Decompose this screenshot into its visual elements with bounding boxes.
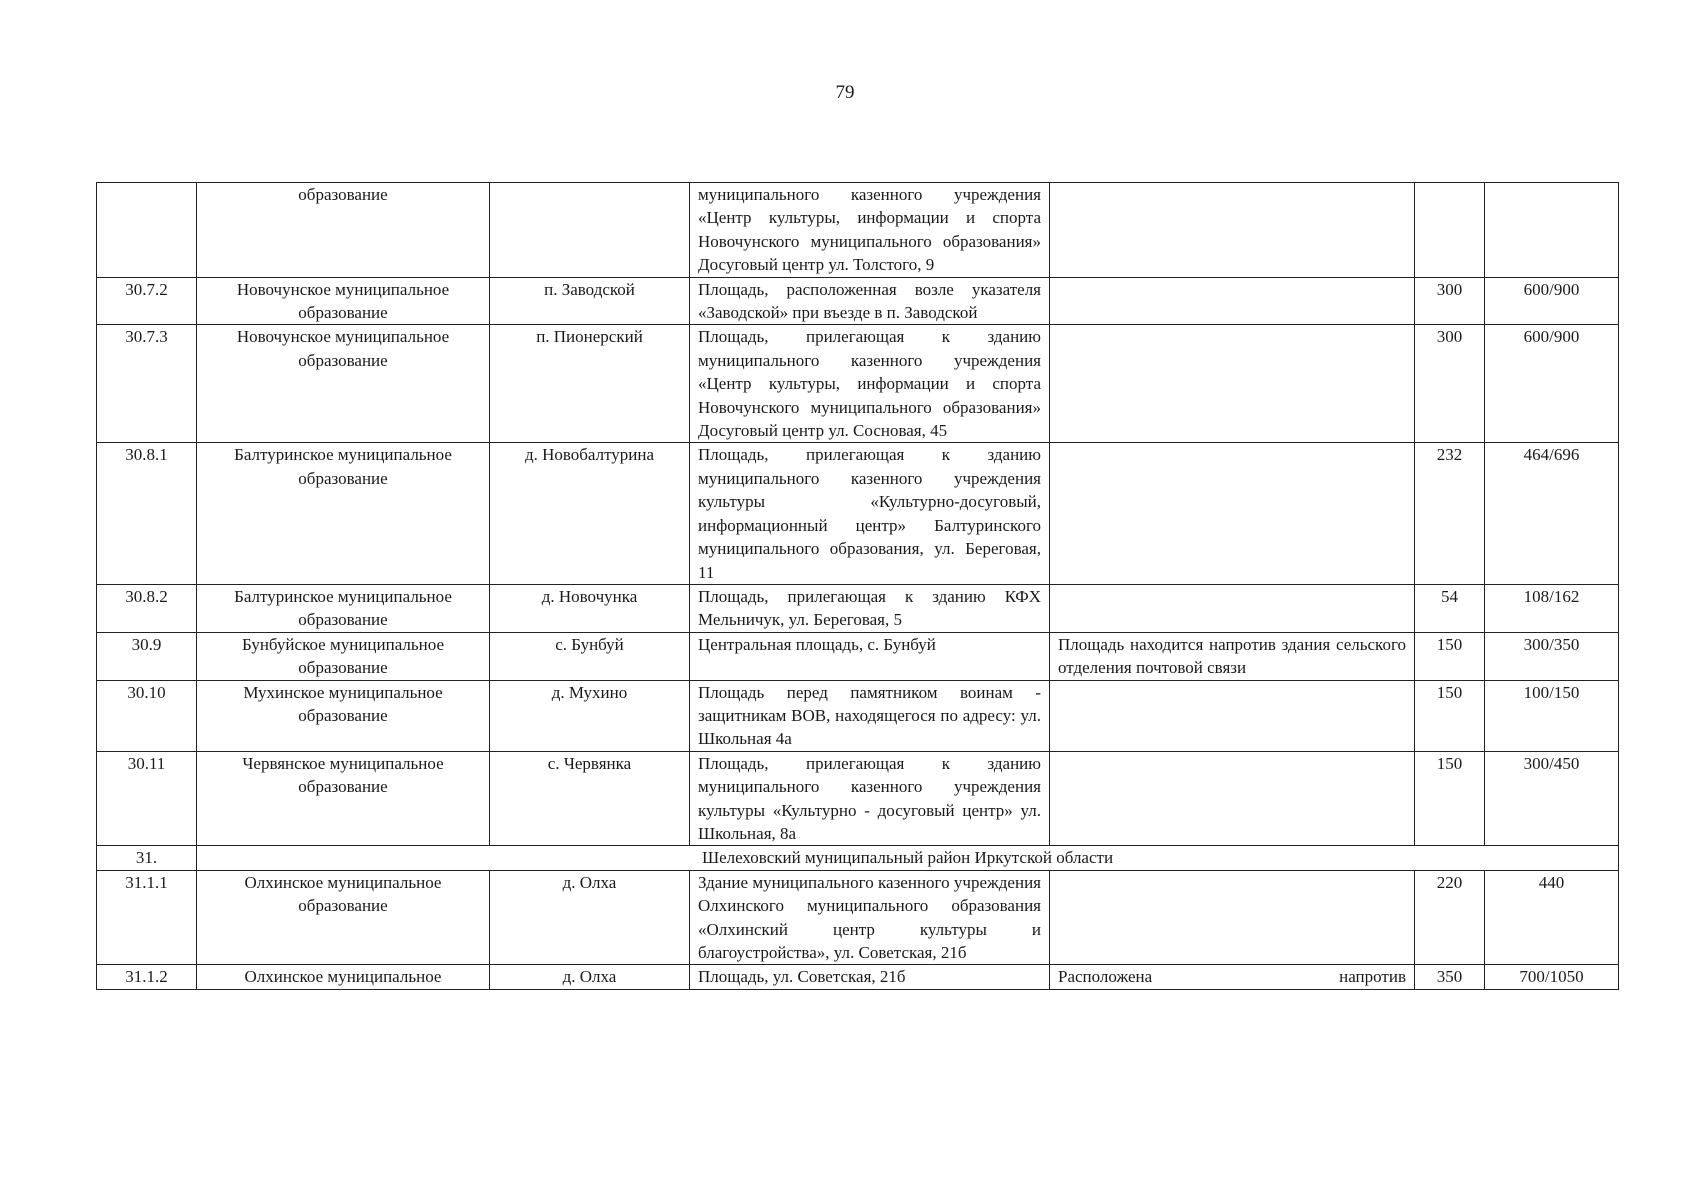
area-cell: 232	[1415, 443, 1485, 584]
area-cell: 150	[1415, 632, 1485, 680]
table-row	[97, 965, 1619, 989]
place-cell: Площадь перед памятником воинам - защитникам ВОВ, находящегося по адресу: ул. Школьная 4а	[690, 680, 1050, 751]
table-row	[97, 443, 1619, 584]
municipality-cell: образование	[197, 183, 490, 278]
locality-cell	[490, 183, 690, 278]
venues-table	[96, 182, 1619, 990]
capacity-cell: 700/1050	[1485, 965, 1619, 989]
place-cell: Здание муниципального казенного учреждения Олхинского муниципального образования «Олхинский центр культуры и благоустройства», ул. Советская, 21б	[690, 870, 1050, 965]
area-cell: 150	[1415, 680, 1485, 751]
place-cell: Площадь, ул. Советская, 21б	[690, 965, 1050, 989]
area-cell: 54	[1415, 584, 1485, 632]
capacity-cell: 600/900	[1485, 277, 1619, 325]
capacity-cell: 108/162	[1485, 584, 1619, 632]
row-number: 30.8.2	[97, 584, 197, 632]
row-number: 30.9	[97, 632, 197, 680]
row-number	[97, 183, 197, 278]
row-number: 31.1.2	[97, 965, 197, 989]
note-cell: Расположена напротив	[1050, 965, 1415, 989]
place-cell: Площадь, прилегающая к зданию муниципального казенного учреждения культуры «Культурно-досуговый, информационный центр» Балтуринского муниципального образования, ул. Береговая, 11	[690, 443, 1050, 584]
table-row	[97, 751, 1619, 846]
note-cell	[1050, 584, 1415, 632]
table-row	[97, 584, 1619, 632]
row-number: 30.8.1	[97, 443, 197, 584]
note-cell	[1050, 751, 1415, 846]
place-cell: Площадь, прилегающая к зданию КФХ Мельничук, ул. Береговая, 5	[690, 584, 1050, 632]
section-row	[97, 846, 1619, 870]
area-cell: 300	[1415, 325, 1485, 443]
note-cell	[1050, 680, 1415, 751]
municipality-cell: Балтуринское муниципальное образование	[197, 443, 490, 584]
capacity-cell: 600/900	[1485, 325, 1619, 443]
place-cell: Площадь, прилегающая к зданию муниципального казенного учреждения «Центр культуры, информации и спорта Новочунского муниципального образования» Досуговый центр ул. Сосновая, 45	[690, 325, 1050, 443]
capacity-cell: 300/350	[1485, 632, 1619, 680]
section-title: Шелеховский муниципальный район Иркутской области	[197, 846, 1619, 870]
page-number: 79	[835, 82, 855, 103]
municipality-cell: Мухинское муниципальное образование	[197, 680, 490, 751]
place-cell: Площадь, расположенная возле указателя «Заводской» при въезде в п. Заводской	[690, 277, 1050, 325]
row-number: 30.7.2	[97, 277, 197, 325]
municipality-cell: Червянское муниципальное образование	[197, 751, 490, 846]
area-cell	[1415, 183, 1485, 278]
capacity-cell	[1485, 183, 1619, 278]
locality-cell: д. Новобалтурина	[490, 443, 690, 584]
municipality-cell: Новочунское муниципальное образование	[197, 277, 490, 325]
place-cell: муниципального казенного учреждения «Центр культуры, информации и спорта Новочунского муниципального образования» Досуговый центр ул. Толстого, 9	[690, 183, 1050, 278]
capacity-cell: 100/150	[1485, 680, 1619, 751]
table-row	[97, 325, 1619, 443]
municipality-cell: Бунбуйское муниципальное образование	[197, 632, 490, 680]
table-row	[97, 632, 1619, 680]
area-cell: 300	[1415, 277, 1485, 325]
locality-cell: д. Олха	[490, 965, 690, 989]
area-cell: 150	[1415, 751, 1485, 846]
area-cell: 350	[1415, 965, 1485, 989]
note-cell	[1050, 277, 1415, 325]
municipality-cell: Олхинское муниципальное образование	[197, 870, 490, 965]
locality-cell: с. Бунбуй	[490, 632, 690, 680]
area-cell: 220	[1415, 870, 1485, 965]
note-cell: Площадь находится напротив здания сельского отделения почтовой связи	[1050, 632, 1415, 680]
locality-cell: п. Заводской	[490, 277, 690, 325]
table-row	[97, 870, 1619, 965]
locality-cell: д. Олха	[490, 870, 690, 965]
table-row	[97, 183, 1619, 278]
locality-cell: д. Мухино	[490, 680, 690, 751]
table-row	[97, 680, 1619, 751]
row-number: 30.10	[97, 680, 197, 751]
note-cell	[1050, 325, 1415, 443]
row-number: 31.1.1	[97, 870, 197, 965]
note-cell	[1050, 443, 1415, 584]
capacity-cell: 464/696	[1485, 443, 1619, 584]
note-cell	[1050, 183, 1415, 278]
row-number: 30.11	[97, 751, 197, 846]
municipality-cell: Балтуринское муниципальное образование	[197, 584, 490, 632]
locality-cell: с. Червянка	[490, 751, 690, 846]
place-cell: Центральная площадь, с. Бунбуй	[690, 632, 1050, 680]
municipality-cell: Новочунское муниципальное образование	[197, 325, 490, 443]
row-number: 30.7.3	[97, 325, 197, 443]
table-row	[97, 277, 1619, 325]
place-cell: Площадь, прилегающая к зданию муниципального казенного учреждения культуры «Культурно - досуговый центр» ул. Школьная, 8а	[690, 751, 1050, 846]
note-cell	[1050, 870, 1415, 965]
municipality-cell: Олхинское муниципальное	[197, 965, 490, 989]
locality-cell: п. Пионерский	[490, 325, 690, 443]
locality-cell: д. Новочунка	[490, 584, 690, 632]
capacity-cell: 300/450	[1485, 751, 1619, 846]
capacity-cell: 440	[1485, 870, 1619, 965]
section-number: 31.	[97, 846, 197, 870]
